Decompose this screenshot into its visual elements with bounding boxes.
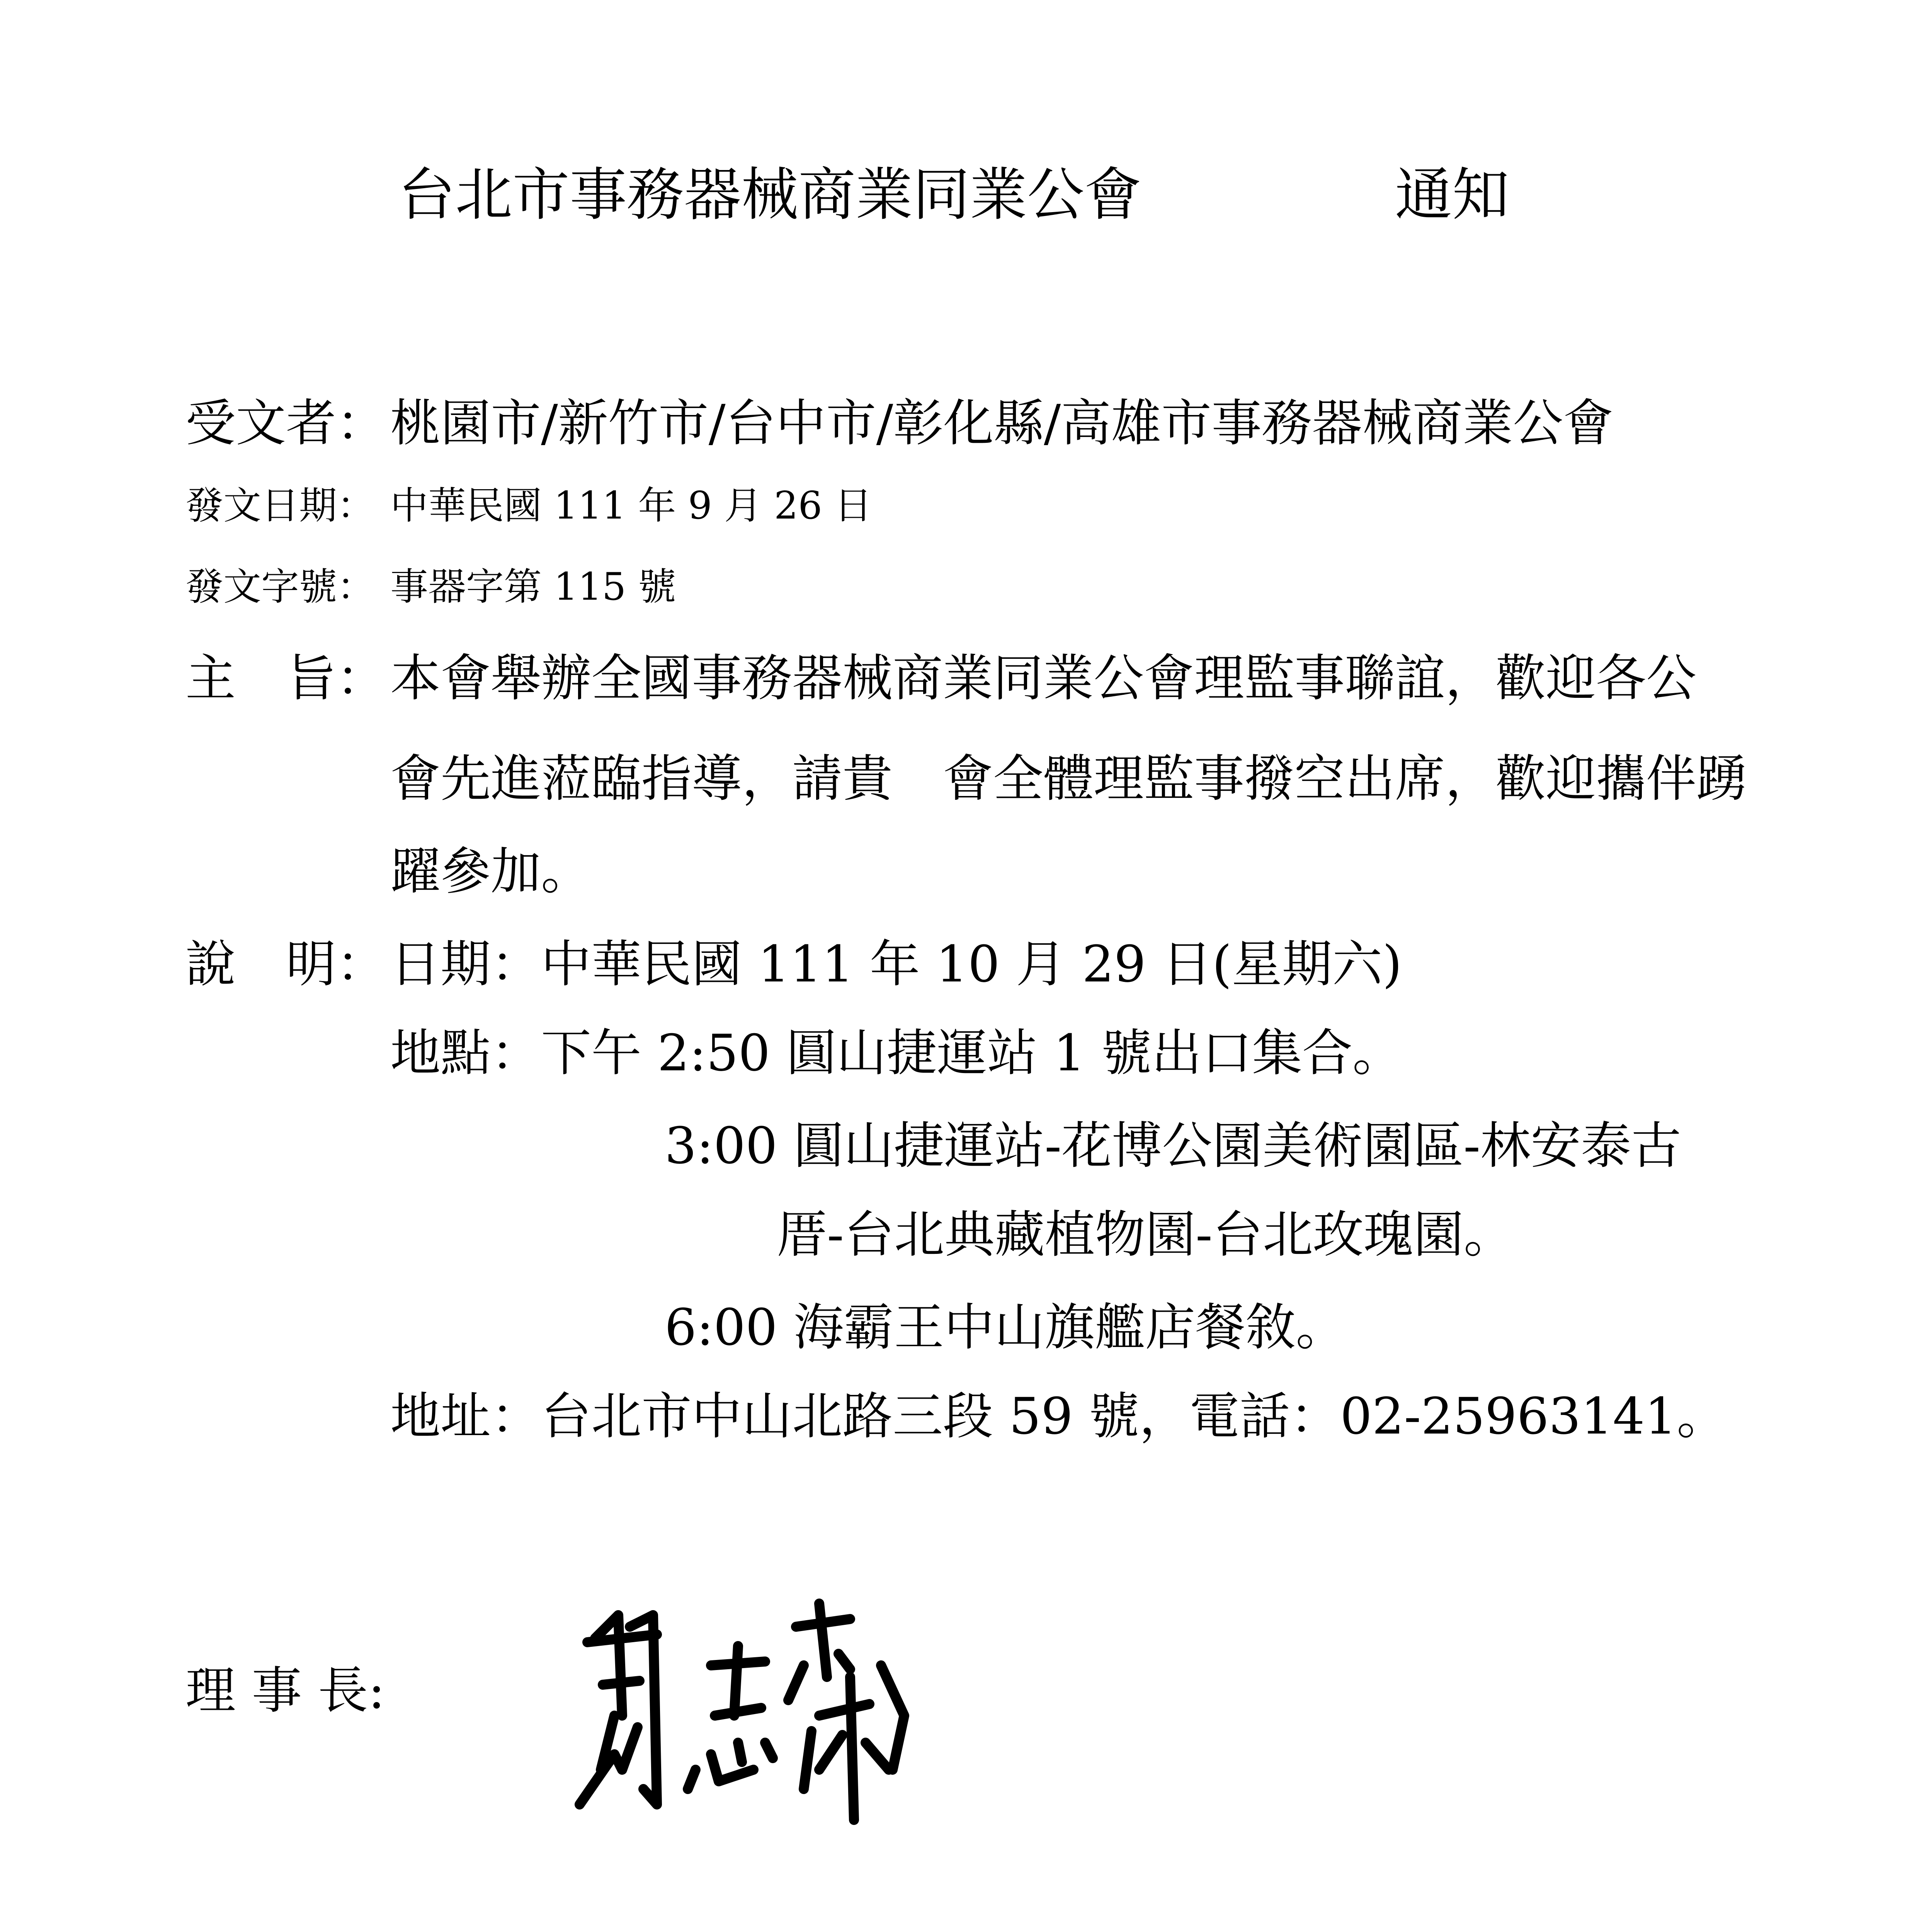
subject-line: 躍參加。 (390, 842, 592, 901)
description-line-address: 地址：台北市中山北路三段 59 號，電話：02-25963141。 (390, 1387, 1727, 1446)
description-line-location: 地點：下午 2:50 圓山捷運站 1 號出口集合。 (390, 1024, 1403, 1082)
description-line-itinerary-cont: 厝-台北典藏植物園-台北玫瑰園。 (777, 1205, 1514, 1264)
subject-line: 本會舉辦全國事務器械商業同業公會理監事聯誼，歡迎各公 (390, 649, 1697, 707)
reference-number-value: 事器字第 115 號 (390, 565, 676, 609)
issue-date-value: 中華民國 111 年 9 月 26 日 (390, 484, 873, 528)
issue-date-label: 發文日期： (185, 484, 375, 528)
description-line-dinner: 6:00 海霸王中山旗艦店餐敘。 (665, 1298, 1346, 1357)
reference-number-label: 發文字號： (185, 565, 375, 609)
description-label: 說 明： (185, 935, 387, 993)
handwritten-signature (572, 1588, 958, 1835)
subject-line: 會先進蒞臨指導，請貴 會全體理監事撥空出席，歡迎攜伴踴 (390, 749, 1747, 808)
recipient-label: 受文者： (185, 394, 387, 452)
description-line-itinerary: 3:00 圓山捷運站-花博公園美術園區-林安泰古 (665, 1116, 1682, 1175)
description-line-date: 日期：中華民國 111 年 10 月 29 日(星期六) (390, 935, 1402, 993)
organization-title: 台北市事務器械商業同業公會 (398, 162, 1141, 228)
recipient-value: 桃園市/新竹市/台中市/彰化縣/高雄市事務器械商業公會 (390, 394, 1614, 452)
chairman-label: 理 事 長: (185, 1661, 385, 1720)
document-type: 通知 (1395, 162, 1509, 228)
subject-label: 主 旨： (185, 649, 387, 707)
